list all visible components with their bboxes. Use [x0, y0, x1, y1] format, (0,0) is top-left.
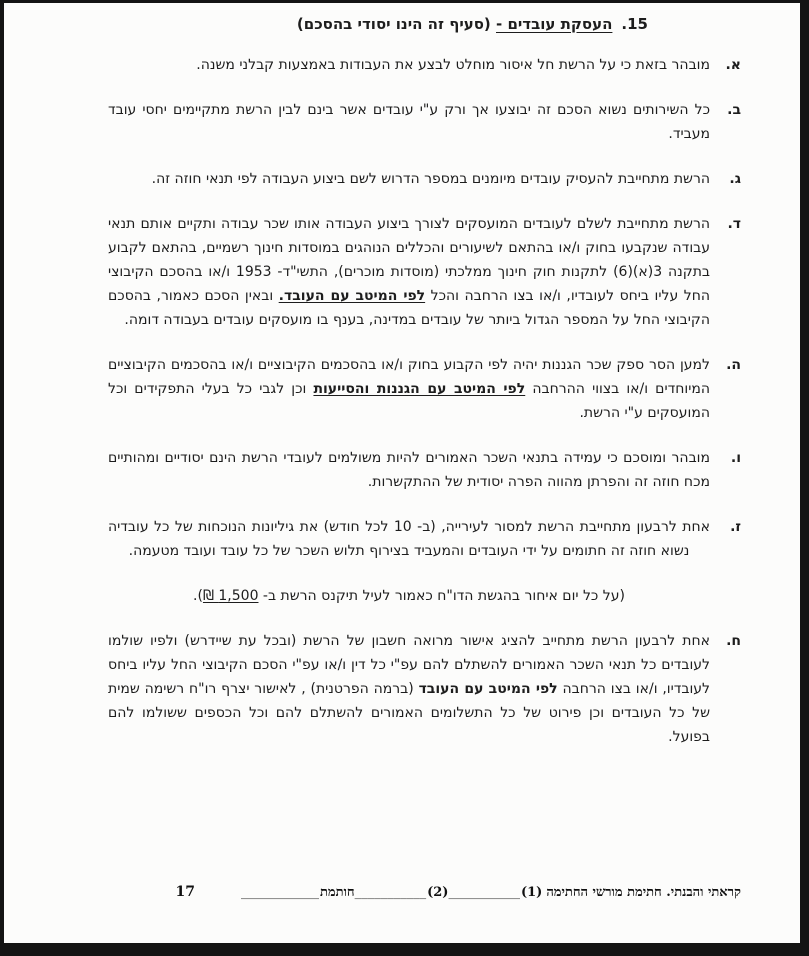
clause-text: הרשת מתחייבת להעסיק עובדים מיומנים במספר הדרוש לשם ביצוע העבודה לפי תנאי חוזה זה. — [151, 171, 710, 187]
contract-clause — [108, 353, 741, 425]
clause-letter — [710, 584, 741, 608]
stamp-label: חותמת — [320, 885, 355, 900]
clause-list — [108, 53, 741, 749]
contract-clause — [108, 98, 741, 146]
clause-text: (על כל יום איחור בהגשת הדו"ח כאמור לעיל תיקנס הרשת ב- 1,500 ₪). — [193, 588, 625, 604]
clause-title-underlined: העסקת עובדים - — [496, 15, 613, 33]
clause-letter: א. — [725, 57, 741, 73]
clause-letter: ז. — [730, 519, 741, 535]
contract-clause — [108, 212, 741, 332]
clause-15-heading — [108, 15, 648, 33]
page-footer — [14, 884, 741, 900]
clause-text: מובהר ומוסכם כי עמידה בתנאי השכר האמורים להיות משולמים לעובדי הרשת הינם יסודיים ומהותיים מכח חוזה זה והפרתן מהווה הפרה יסודית של ההתקשרות. — [108, 450, 710, 490]
contract-clause — [108, 584, 741, 608]
contract-clause — [108, 53, 741, 77]
clause-text: הרשת מתחייבת לשלם לעובדים המועסקים לצורך ביצוע העבודה אותו שכר עבודה ותקיים אותם תנאי עבודה שנקבעו בחוק ו/או בהתאם לשיעורים והכללים הנוהגים במוסדות חינוך רשמיים, בהתאם לקבוע בתקנה 3(א)(6) לתקנות חוק חינוך ממלכתי (מוסדות מוכרים), התשי"ד- 1953 ו/או בהסכם הקיבוצי החל עליו ביחס לעובדיו, ו/או בצו הרחבה והכל לפי המיטב עם העובד. ובאין הסכם כאמור, בהסכם הקיבוצי החל על המספר הגדול ביותר של עובדים במדינה, בענף בו מועסקים עובדים בעבודה דומה. — [108, 216, 710, 328]
contract-clause — [108, 167, 741, 191]
signature-blank-2: ___________ — [354, 885, 427, 900]
page-number: 17 — [175, 884, 195, 900]
clause-text: מובהר בזאת כי על הרשת חל איסור מוחלט לבצע את העבודות באמצעות קבלני משנה. — [196, 57, 710, 73]
clause-letter: ח. — [726, 633, 741, 649]
contract-clause — [108, 629, 741, 749]
clause-letter: ד. — [727, 216, 741, 232]
footer-read-statement: קראתי והבנתי. חתימת מורשי החתימה — [546, 885, 741, 900]
signatory-1-label: (1) — [520, 885, 543, 900]
signatory-2-label: (2) — [427, 885, 449, 900]
clause-text: אחת לרבעון הרשת מתחייב להציג אישור מרואה חשבון של הרשת (ובכל עת שיידרש) ולפיו שולמו לעובדים כל תנאי השכר האמורים להשתלם להם עפ"י כל דין ו/או עפ"י הסכם הקיבוצי החל עליו ביחס לעובדיו, ו/או בצו הרחבה לפי המיטב עם העובד (ברמה הפרטנית) , לאישור יצרף רו"ח רשימה שמית של כל העובדים וכן פירוט של כל התשלומים האמורים להשתלם להם וכל הכספים ששולמו להם בפועל. — [108, 633, 711, 745]
stamp-blank: ____________ — [241, 885, 319, 900]
clause-text: אחת לרבעון מתחייבת הרשת למסור לעירייה, (ב- 10 לכל חודש) את גיליונות הנוכחות של כל עובדיה נשוא חוזה זה חתומים על ידי העובדים והמעביד בצירוף תלוש השכר של כל עובד ועובד מטעמה. — [108, 519, 710, 559]
clause-text: למען הסר ספק שכר הגננות יהיה לפי הקבוע בחוק ו/או בהסכמים הקיבוציים ו/או בהסכמים הקיבוציים המיוחדים ו/או בצווי ההרחבה לפי המיטב עם הגננות והסייעות וכן לגבי כל בעלי התפקידים וכל המועסקים ע"י הרשת. — [108, 357, 710, 421]
contract-clause — [108, 446, 741, 494]
clause-number: 15. — [621, 15, 648, 33]
clause-letter: ו. — [730, 450, 741, 466]
clause-letter: ב. — [727, 102, 741, 118]
clause-letter: ג. — [729, 171, 741, 187]
clause-letter: ה. — [726, 357, 741, 373]
signature-blank-1: ___________ — [448, 885, 520, 900]
page-content — [4, 3, 800, 749]
clause-text: כל השירותים נשוא הסכם זה יבוצעו אך ורק ע"י עובדים אשר בינם לבין הרשת מתקיימים יחסי עובד מעביד. — [108, 102, 710, 142]
contract-clause — [108, 515, 741, 563]
clause-title-note: (סעיף זה הינו יסודי בהסכם) — [296, 15, 496, 33]
